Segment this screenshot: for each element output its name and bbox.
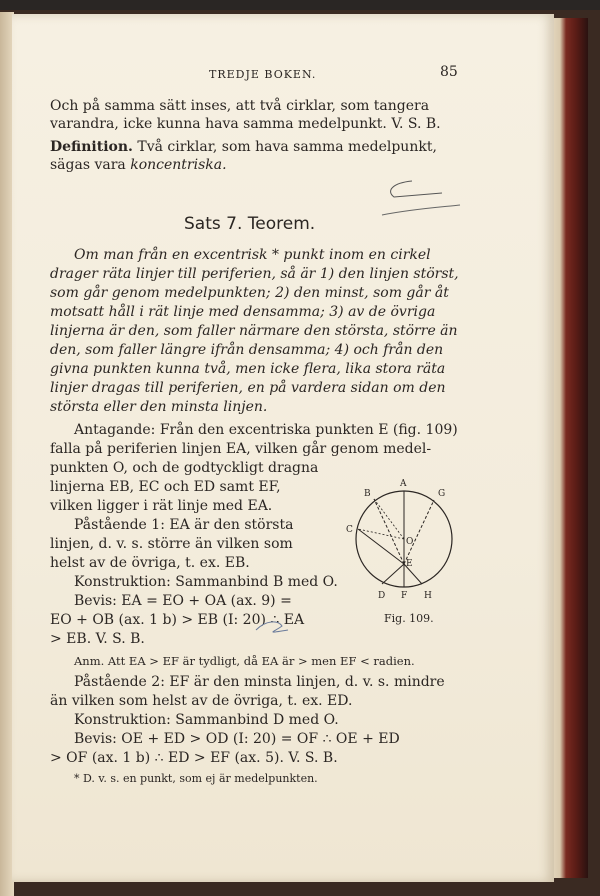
proof-line: vilken ligger i rät linje med EA. — [50, 498, 273, 514]
book-page — [12, 14, 554, 882]
theorem-line: den, som faller längre ifrån densamma; 4) och från den — [50, 342, 444, 358]
proof-line: punkten O, och de godtyckligt dragna — [50, 460, 319, 476]
fig-label-b: B — [364, 489, 371, 499]
pencil-underline-mark — [252, 618, 292, 636]
fig-label-e: E — [406, 559, 413, 569]
theorem-line: Om man från en excentrisk * punkt inom en cirkel — [74, 247, 431, 263]
footnote: * D. v. s. en punkt, som ej är medelpunkten. — [74, 772, 318, 785]
theorem-line: linjer dragas till periferien, en på vardera sidan om den — [50, 380, 446, 396]
fig-label-h: H — [424, 591, 432, 601]
theorem-line: linjerna är den, som faller närmare den största, större än — [50, 323, 458, 339]
definition-text: Två cirklar, som hava samma medelpunkt, — [132, 139, 437, 155]
proof-line: Antagande: Från den excentriska punkten E (fig. 109) — [74, 422, 458, 438]
theorem-line: största eller den minsta linjen. — [50, 399, 268, 415]
theorem-line: motsatt håll i rät linje med densamma; 3) av de övriga — [50, 304, 436, 320]
para1-line2: varandra, icke kunna hava samma medelpunkt. V. S. B. — [50, 116, 441, 132]
theorem-line: drager räta linjer till periferien, så är 1) den linjen störst, — [50, 266, 459, 282]
proof-line: Konstruktion: Sammanbind B med O. — [74, 574, 338, 590]
part2-line: Påstående 2: EF är den minsta linjen, d. v. s. mindre — [74, 674, 445, 690]
fig-label-f: F — [401, 591, 408, 601]
proof-line: helst av de övriga, t. ex. EB. — [50, 555, 250, 571]
definition-text-2: sägas vara — [50, 157, 131, 173]
definition-line1 — [50, 139, 437, 155]
para1-line1: Och på samma sätt inses, att två cirklar, som tangera — [50, 98, 430, 114]
page-number: 85 — [440, 64, 458, 80]
proof-line: linjerna EB, EC och ED samt EF, — [50, 479, 281, 495]
right-book-edge — [548, 18, 588, 878]
figure-caption: Fig. 109. — [384, 612, 434, 625]
proof-line: Påstående 1: EA är den största — [74, 517, 294, 533]
proof-line: falla på periferien linjen EA, vilken går genom medel- — [50, 441, 432, 457]
figure-109 — [344, 474, 464, 619]
fig-label-c: C — [346, 525, 353, 535]
running-title: TREDJE BOKEN. — [209, 68, 317, 81]
fig-label-o: O — [406, 537, 414, 547]
theorem-line: som går genom medelpunkten; 2) den minst, som går åt — [50, 285, 449, 301]
remark: Anm. Att EA > EF är tydligt, då EA är > men EF < radien. — [74, 654, 415, 668]
proof-line: Bevis: EA = EO + OA (ax. 9) = — [74, 593, 292, 609]
fig-label-g: G — [438, 489, 446, 499]
definition-line2 — [50, 157, 227, 173]
theorem-line: givna punkten kunna två, men icke flera, lika stora räta — [50, 361, 446, 377]
part2-line: Konstruktion: Sammanbind D med O. — [74, 712, 339, 728]
definition-term: koncentriska. — [130, 157, 227, 173]
part2-line: > OF (ax. 1 b) ∴ ED > EF (ax. 5). V. S. B. — [50, 750, 338, 766]
fig-label-d: D — [378, 591, 386, 601]
fig-label-a: A — [400, 479, 407, 489]
pencil-mark — [372, 169, 462, 219]
part2-line: Bevis: OE + ED > OD (I: 20) = OF ∴ OE + ED — [74, 731, 400, 747]
definition-label: Definition. — [50, 139, 133, 155]
theorem-title: Sats 7. Teorem. — [184, 214, 316, 234]
part2-line: än vilken som helst av de övriga, t. ex. ED. — [50, 693, 353, 709]
proof-line: > EB. V. S. B. — [50, 631, 145, 647]
proof-line: EO + OB (ax. 1 b) > EB (I: 20) ∴ EA — [50, 612, 305, 628]
proof-line: linjen, d. v. s. större än vilken som — [50, 536, 293, 552]
